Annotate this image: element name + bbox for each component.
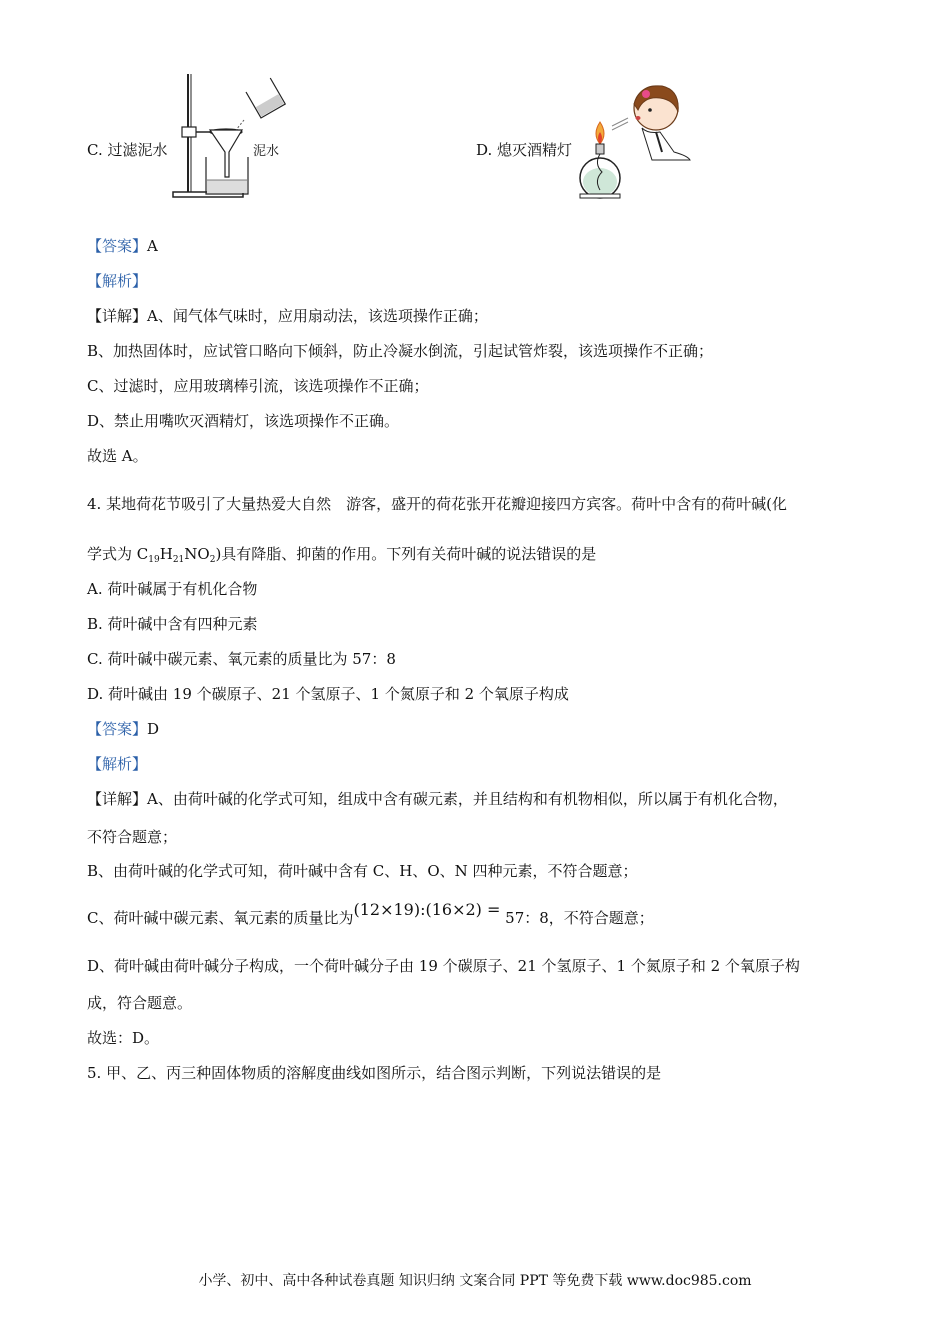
q4-detail-c <box>87 900 654 928</box>
q4-detail-b: B、由荷叶碱的化学式可知，荷叶碱中含有 C、H、O、N 四种元素，不符合题意； <box>87 862 638 880</box>
q4-option-a: A. 荷叶碱属于有机化合物 <box>87 580 258 598</box>
alcohol-lamp-figure <box>578 82 693 200</box>
detail-text: A、闻气体气味时，应用扇动法，该选项操作正确； <box>147 307 488 325</box>
detail-c-suffix: 57：8，不符合题意； <box>500 909 654 927</box>
q4-answer <box>87 719 159 739</box>
q4-option-b: B. 荷叶碱中含有四种元素 <box>87 615 258 633</box>
q3-analysis-tag: 【解析】 <box>87 272 148 290</box>
q4-detail-d-line1: D、荷叶碱由荷叶碱分子构成，一个荷叶碱分子由 19 个碳原子、21 个氢原子、1 个氮原子和 2 个氧原子构 <box>87 957 800 975</box>
mass-ratio-expression: (12×19):(16×2) = <box>353 900 501 919</box>
detail-tag: 【详解】 <box>87 307 148 325</box>
q3-detail-c: C、过滤时，应用玻璃棒引流，该选项操作不正确； <box>87 377 429 395</box>
answer-tag: 【答案】 <box>87 237 148 255</box>
filtration-figure <box>168 72 288 202</box>
page-footer: 小学、初中、高中各种试卷真题 知识归纳 文案合同 PPT 等免费下载 www.doc985.com <box>198 1273 752 1289</box>
filtration-apparatus-icon <box>168 72 288 202</box>
answer-tag: 【答案】 <box>87 720 148 738</box>
answer-value: D <box>147 720 160 738</box>
filtration-inner-label: 泥水 <box>253 144 280 159</box>
q4-conclusion: 故选：D。 <box>87 1029 160 1047</box>
detail-text: A、由荷叶碱的化学式可知，组成中含有碳元素，并且结构和有机物相似，所以属于有机化合物， <box>147 790 788 808</box>
blow-out-lamp-icon <box>578 82 693 200</box>
q3-detail-d: D、禁止用嘴吹灭酒精灯，该选项操作不正确。 <box>87 412 400 430</box>
stem-suffix: )具有降脂、抑菌的作用。下列有关荷叶碱的说法错误的是 <box>215 545 597 563</box>
q4-analysis-tag: 【解析】 <box>87 755 148 773</box>
q3-conclusion: 故选 A。 <box>87 447 148 465</box>
q4-option-d: D. 荷叶碱由 19 个碳原子、21 个氢原子、1 个氮原子和 2 个氧原子构成 <box>87 685 569 703</box>
q5-stem: 5. 甲、乙、丙三种固体物质的溶解度曲线如图所示，结合图示判断，下列说法错误的是 <box>87 1064 662 1082</box>
q3-answer <box>87 236 158 256</box>
option-c-figure-label: C. 过滤泥水 <box>87 141 168 159</box>
q4-detail-a-line2: 不符合题意； <box>87 828 178 846</box>
q4-stem-line1: 4. 某地荷花节吸引了大量热爱大自然 游客，盛开的荷花张开花瓣迎接四方宾客。荷叶中含有的荷叶碱(化 <box>87 495 787 513</box>
q4-option-c: C. 荷叶碱中碳元素、氧元素的质量比为 57：8 <box>87 650 396 668</box>
q4-detail-d-line2: 成，符合题意。 <box>87 994 193 1012</box>
q4-stem-line2 <box>87 544 596 570</box>
option-d-figure-label: D. 熄灭酒精灯 <box>476 141 573 159</box>
chemical-formula: $C_{19}H_{21}NO_2$ <box>136 545 216 565</box>
detail-c-prefix: C、荷叶碱中碳元素、氧元素的质量比为 <box>87 909 354 927</box>
q4-detail-a-line1 <box>87 789 788 809</box>
detail-tag: 【详解】 <box>87 790 148 808</box>
q3-detail-a <box>87 306 488 326</box>
answer-value: A <box>147 237 158 255</box>
q3-detail-b: B、加热固体时，应试管口略向下倾斜，防止冷凝水倒流，引起试管炸裂，该选项操作不正确； <box>87 342 714 360</box>
stem-prefix: 学式为 <box>87 545 137 563</box>
